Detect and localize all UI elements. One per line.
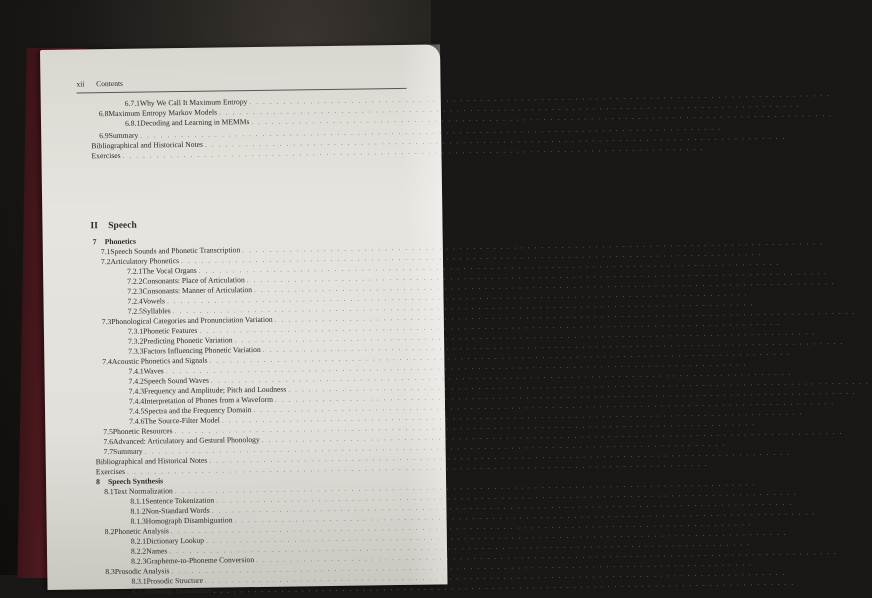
toc-entry-label: Consonants: Place of Articulation [142,275,245,286]
toc-entry-label: Spectra and the Frequency Domain [144,405,252,416]
toc-entry-label: Maximum Entropy Markov Models [108,107,218,119]
toc-entry-label: Phonetics [104,236,136,247]
toc-entry-label: Non-Standard Words [145,505,210,516]
toc-entry-number: 6.8.1 [124,118,141,128]
running-header [76,75,406,94]
toc-entry-label: Text Normalization [113,486,173,497]
toc-entry-number: 7.2.1 [127,266,143,276]
toc-entry-number: 7.4 [102,357,112,367]
book-page [40,44,448,596]
toc-entry-number: 8.2 [104,527,115,537]
toc-entry-label: Sentence Tokenization [145,495,215,506]
toc-entry-number: 7.3 [101,317,112,327]
toc-entry-label: Syllables [142,306,171,316]
toc-entry-number: 8 [95,477,100,487]
toc-entry-number: 7.7 [103,447,114,457]
toc-entry-number: 7.2 [100,257,111,267]
toc-entry-label: Interpretation of Phones from a Waveform [144,394,274,406]
toc-entry-number: 7.4.1 [128,366,144,376]
toc-entry-number: 8.2.3 [131,556,147,566]
toc-entry-label: Dictionary Lookup [145,535,205,546]
toc-entry-label: Phonetic Resources [112,426,173,437]
part-title: Speech [108,220,137,232]
toc-entry-number: 7.1 [100,247,111,257]
toc-entry-number: 7 [92,237,97,247]
table-of-contents [40,45,438,596]
toc-entry-label: Prosodic Prominence [146,585,212,596]
toc-entry-label: Prosodic Analysis [114,566,170,577]
toc-entry-number: 7.2.5 [127,306,143,316]
toc-entry-number: 7.4.5 [128,406,145,416]
toc-entry-label: Homograph Disambiguation [145,515,233,526]
toc-entry-label: Consonants: Manner of Articulation [142,285,253,296]
toc-entry-number: 7.4.4 [128,396,145,406]
toc-entry-label: The Vocal Organs [142,265,197,276]
toc-entry-label: Phonetic Features [143,325,198,336]
toc-entry-number: 7.4.6 [129,416,145,426]
header-title: Contents [96,78,124,89]
toc-entry-label: Predicting Phonetic Variation [143,335,233,346]
toc-entry-label: Waves [143,366,164,376]
toc-entry-label: Speech Sound Waves [143,375,209,386]
toc-entry-label: Exercises [95,466,126,477]
toc-entry-number: 6.9 [99,131,109,141]
toc-entry-label: Summary [113,446,143,457]
part-heading [90,221,136,232]
toc-entry-label: Acoustic Phonetics and Signals [111,355,208,367]
toc-entry-label: The Source-Filter Model [144,415,220,426]
toc-entry-number: 6.7.1 [124,98,141,108]
toc-entry-number: 7.2.3 [127,286,143,296]
toc-entry-number: 7.4.2 [128,376,144,386]
toc-entry-label: Factors Influencing Phonetic Variation [143,344,261,356]
toc-entry-label: Grapheme-to-Phoneme Conversion [146,555,255,566]
toc-entry-label: Speech Sounds and Phonetic Transcription [110,245,241,257]
toc-entry-number: 8.3 [105,567,115,577]
toc-entry-label: Speech Synthesis [107,476,164,487]
toc-entry-label: Prosodic Structure [146,575,203,586]
toc-entry-label: Names [146,546,168,556]
toc-entry-label: Vowels [142,296,165,306]
toc-entry-number: 7.5 [103,427,113,437]
toc-entry-label: Bibliographical and Historical Notes [91,139,203,151]
header-page-number: xii [76,79,85,89]
toc-entry-number: 7.4.3 [128,386,145,396]
part-number: II [90,221,98,232]
toc-entry-label: Advanced: Articulatory and Gestural Phonology [112,434,260,447]
toc-entry-label: Bibliographical and Historical Notes [95,455,208,467]
toc-entry-number: 6.8 [98,109,109,119]
toc-entry-number: 7.3.3 [128,346,144,356]
toc-entry-label: Summary [108,130,139,141]
toc-entry-label: Frequency and Amplitude; Pitch and Loudness [143,384,287,396]
toc-entry-number: 8.2.1 [130,536,147,546]
toc-entry-label: Why We Call It Maximum Entropy [139,97,248,108]
toc-entry-number: 8.1.2 [130,506,146,516]
toc-entry-label: Decoding and Learning in MEMMs [140,117,250,128]
toc-entry-number: 8.3.1 [131,576,147,586]
toc-entry-number: 8.2.2 [130,546,147,556]
toc-entry-label: Phonetic Analysis [114,526,169,537]
toc-entry-label: Exercises [91,150,121,161]
toc-entry-number: 8.1.1 [130,496,146,506]
toc-entry-number: 8.3.2 [131,586,147,596]
toc-entry-number: 7.3.2 [128,336,144,346]
toc-entry-number: 8.1 [104,487,114,497]
toc-entry-number: 7.2.4 [127,296,143,306]
toc-entry-number: 7.2.2 [127,276,143,286]
toc-entry-number: 7.6 [103,437,114,447]
toc-entry-label: Articulatory Phonetics [110,256,180,267]
toc-entry-label: Phonological Categories and Pronunciation Variation [111,314,273,327]
toc-entry-number: 8.1.3 [130,516,146,526]
photo-scene [0,0,431,596]
toc-entry-number: 7.3.1 [127,326,144,336]
